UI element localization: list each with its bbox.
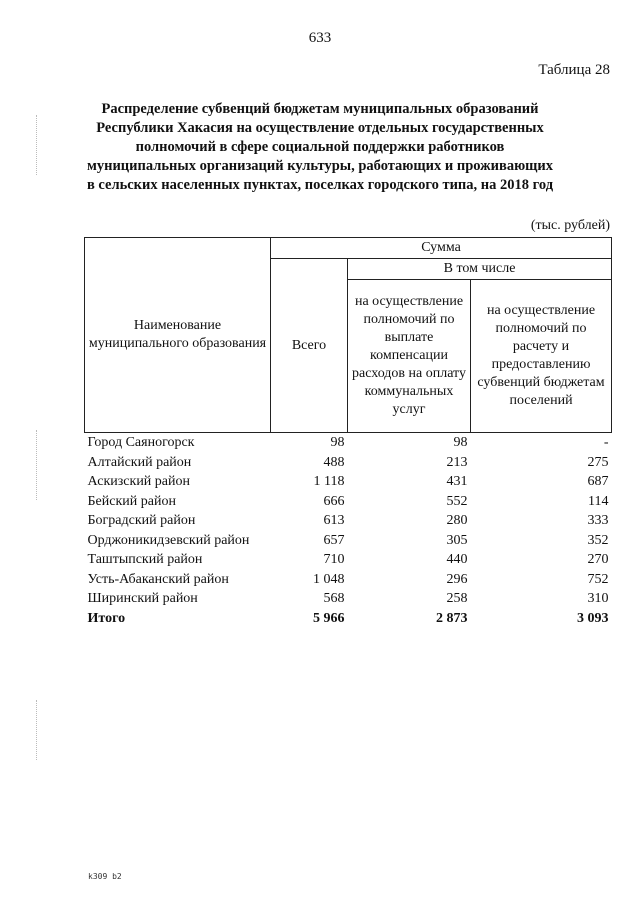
table-row [85, 453, 612, 473]
table-row [85, 589, 612, 609]
title-line: Республики Хакасия на осуществление отдельных государственных [96, 120, 544, 136]
cell-c2: 333 [587, 513, 609, 528]
table-header [85, 238, 612, 433]
cell-c2: 275 [587, 454, 609, 470]
table-body [85, 433, 612, 629]
header-settlement-subventions: на осуществление полномочий по расчету и предоставлению субвенций бюджетам поселений [471, 280, 612, 433]
cell-c2: 114 [588, 493, 609, 509]
cell-c1: 440 [446, 552, 468, 567]
cell-name: Орджоникидзевский район [87, 532, 250, 548]
cell-name: Ширинский район [87, 591, 198, 606]
cell-name: Город Саяногорск [87, 435, 195, 450]
cell-name: Алтайский район [87, 454, 192, 470]
cell-total: 568 [323, 591, 345, 606]
table-row [85, 550, 612, 570]
cell-c2: 310 [587, 591, 609, 606]
units-note: (тыс. рублей) [530, 218, 610, 233]
cell-c2: 752 [587, 571, 609, 587]
title-line: полномочий в сфере социальной поддержки работников [135, 139, 505, 155]
cell-total: 1 048 [313, 571, 345, 587]
table-label: Таблица 28 [538, 62, 610, 78]
header-utilities-compensation: на осуществление полномочий по выплате компенсации расходов на оплату коммунальных услуг [348, 280, 471, 433]
cell-total: 710 [323, 552, 345, 567]
table-row [85, 433, 612, 453]
cell-total: 657 [323, 532, 345, 548]
margin-dotted-line [36, 700, 38, 760]
cell-name: Бейский район [87, 493, 176, 509]
cell-name: Итого [87, 610, 126, 626]
cell-name: Аскизский район [87, 474, 190, 489]
cell-name: Усть-Абаканский район [87, 571, 229, 587]
title-line: в сельских населенных пунктах, поселках городского типа, на 2018 год [86, 177, 554, 193]
cell-c1: 2 873 [436, 610, 468, 626]
margin-dotted-line [36, 115, 38, 175]
cell-total: 1 118 [313, 474, 345, 489]
cell-c1: 431 [446, 474, 468, 489]
table-row [85, 492, 612, 512]
cell-c2: 352 [587, 532, 609, 548]
header-total: Всего [271, 259, 348, 433]
cell-c1: 296 [446, 571, 468, 587]
cell-c1: 305 [446, 532, 468, 548]
cell-total: 5 966 [313, 610, 345, 626]
title-line: Распределение субвенций бюджетам муниципальных образований [101, 101, 539, 117]
header-row [85, 238, 612, 259]
cell-c2: 687 [587, 474, 609, 489]
cell-c2: 270 [587, 552, 609, 567]
table-row [85, 531, 612, 551]
cell-c2: - [603, 435, 609, 450]
total-row [85, 609, 612, 629]
subvention-table [84, 237, 612, 628]
margin-dotted-line [36, 430, 38, 500]
cell-total: 666 [323, 493, 345, 509]
header-sum: Сумма [271, 238, 612, 259]
footer-code: k309 b2 [88, 872, 122, 881]
cell-c2: 3 093 [577, 610, 609, 626]
header-name: Наименование муниципального образования [85, 238, 271, 433]
cell-c1: 98 [453, 435, 468, 450]
cell-c1: 280 [446, 513, 468, 528]
table-row [85, 511, 612, 531]
cell-c1: 258 [446, 591, 468, 606]
cell-name: Боградский район [87, 513, 196, 528]
cell-total: 488 [323, 454, 345, 470]
cell-name: Таштыпский район [87, 552, 203, 567]
header-including: В том числе [348, 259, 612, 280]
cell-c1: 213 [446, 454, 468, 470]
table-title [60, 100, 580, 195]
cell-total: 98 [330, 435, 345, 450]
table-row [85, 570, 612, 590]
title-line: муниципальных организаций культуры, работающих и проживающих [86, 158, 554, 174]
cell-c1: 552 [446, 493, 468, 509]
table-row [85, 472, 612, 492]
page-number: 633 [308, 30, 332, 46]
cell-total: 613 [323, 513, 345, 528]
